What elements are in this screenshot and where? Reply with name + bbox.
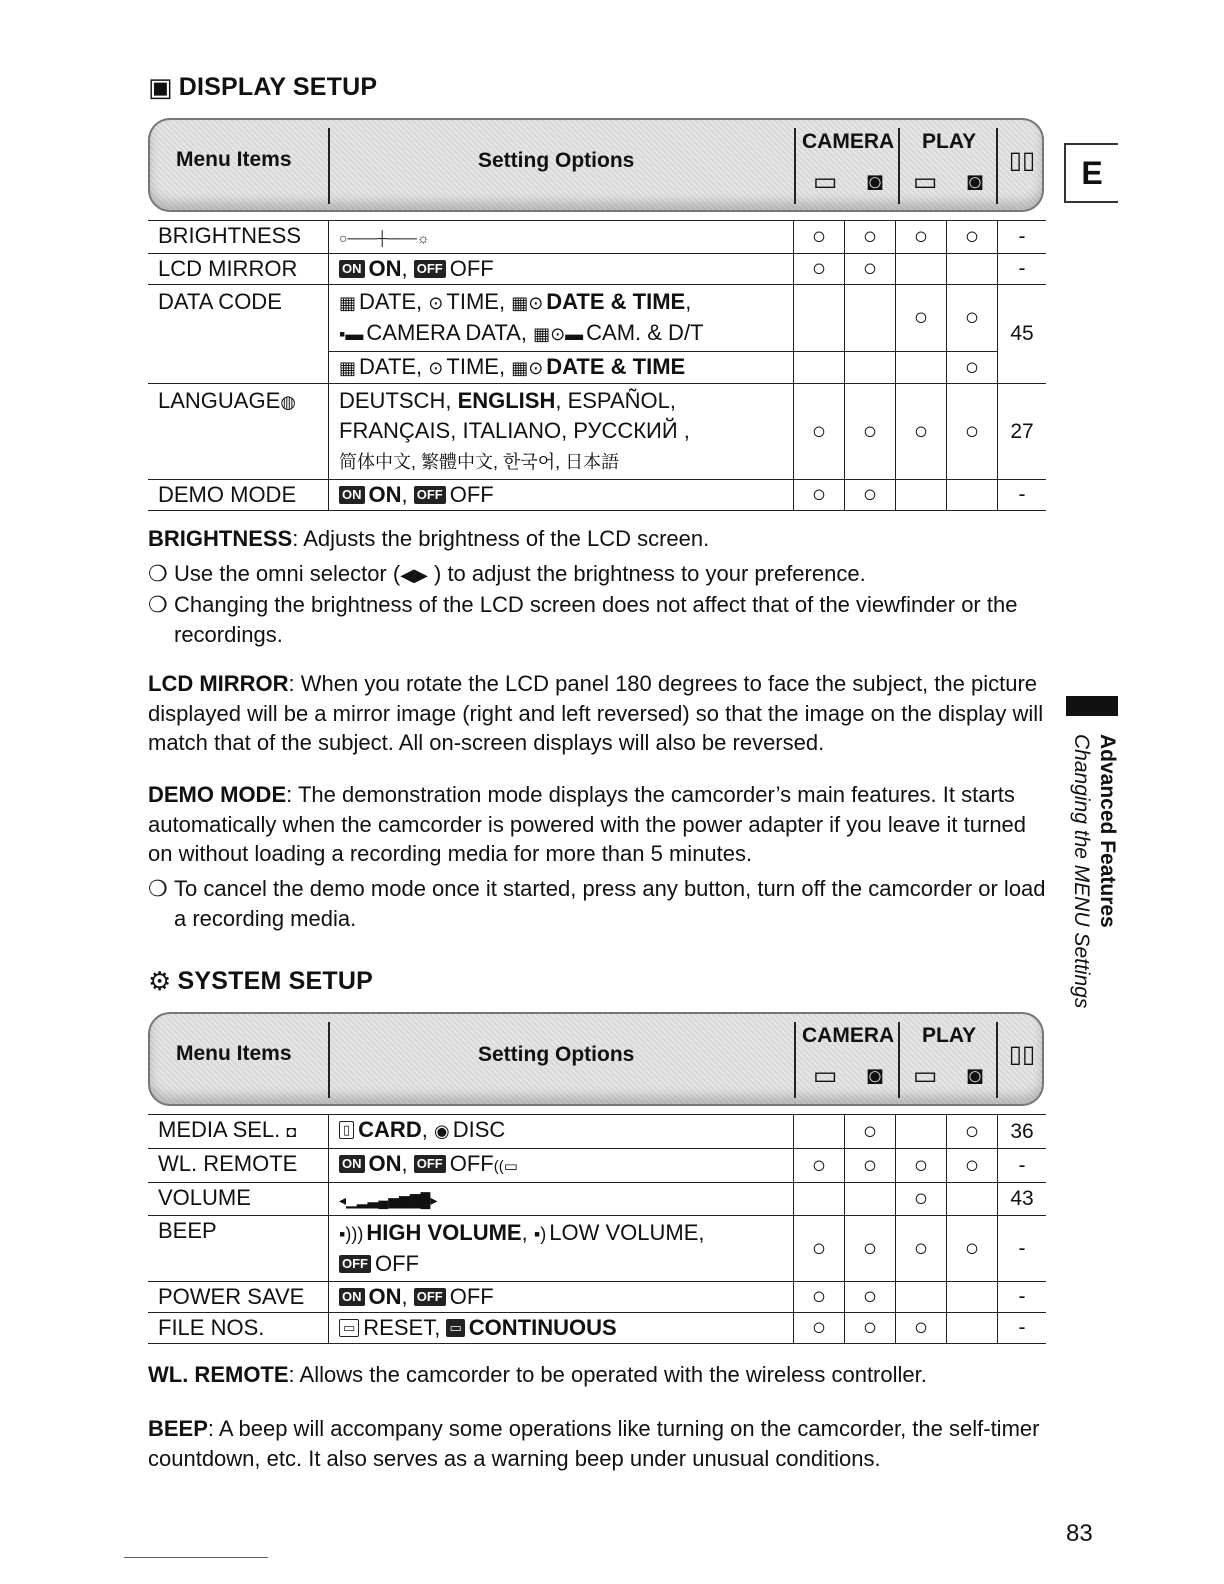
calendar-icon: ▦ xyxy=(339,358,357,378)
system-setup-table xyxy=(148,1012,1044,1344)
display-setup-icon: ▣ xyxy=(148,72,173,102)
separator: , xyxy=(401,1284,408,1309)
mark-cell xyxy=(947,254,998,285)
mark-cell: ○ xyxy=(845,1115,896,1149)
separator: , xyxy=(401,1151,408,1176)
brightness-slider-icon: ○───┼───☼ xyxy=(339,230,430,246)
row-item: FILE NOS. xyxy=(148,1313,329,1344)
option-date-time: DATE & TIME xyxy=(546,354,686,379)
option-off: OFF xyxy=(449,1151,494,1176)
table-row xyxy=(148,285,1046,352)
header-setting-options: Setting Options xyxy=(478,1043,635,1066)
mark-cell: ○ xyxy=(947,1115,998,1149)
mark-cell xyxy=(794,285,845,352)
mark-cell: ○ xyxy=(845,480,896,511)
table-row xyxy=(148,480,1046,511)
on-icon: ON xyxy=(339,1155,365,1173)
option-time: TIME, xyxy=(446,289,506,314)
calendar-icon: ▦ xyxy=(339,293,357,313)
mark-cell: ○ xyxy=(896,1313,947,1344)
row-item: WL. REMOTE xyxy=(148,1149,329,1183)
mark-cell xyxy=(794,352,845,384)
mark-cell: ○ xyxy=(845,221,896,254)
wl-remote-paragraph xyxy=(148,1360,1048,1390)
ref-cell: - xyxy=(998,1282,1047,1313)
lang-espanol: , ESPAÑOL, xyxy=(555,388,676,413)
mark-cell: ○ xyxy=(947,384,998,480)
ref-cell: 27 xyxy=(998,384,1047,480)
photo-mode-icon: ◙ xyxy=(967,1060,983,1090)
camera-data-icon: ▪▬ xyxy=(339,324,364,344)
option-on: ON xyxy=(368,482,402,507)
photo-mode-icon: ◙ xyxy=(867,1060,883,1090)
cam-dt-icon: ▦⊙▬ xyxy=(533,324,584,344)
language-tab: E xyxy=(1064,143,1118,203)
row-item: VOLUME xyxy=(148,1183,329,1216)
table-row xyxy=(148,1149,1046,1183)
ref-cell: - xyxy=(998,1313,1047,1344)
left-right-arrows-icon: ◀▶ xyxy=(400,565,428,585)
option-date-time: DATE & TIME xyxy=(546,289,686,314)
option-off: OFF xyxy=(375,1251,419,1276)
mark-cell xyxy=(845,1183,896,1216)
row-item xyxy=(148,384,329,480)
separator: , xyxy=(401,256,408,281)
mark-cell xyxy=(845,352,896,384)
mark-cell: ○ xyxy=(845,1282,896,1313)
section-marker xyxy=(1066,696,1118,716)
clock-icon: ⊙ xyxy=(428,358,444,378)
system-setup-title: SYSTEM SETUP xyxy=(177,967,374,995)
lang-deutsch: DEUTSCH, xyxy=(339,388,458,413)
mark-cell xyxy=(896,1282,947,1313)
separator: , xyxy=(401,482,408,507)
header-camera: CAMERA xyxy=(802,1024,895,1047)
remote-off-icon: ((▭ xyxy=(493,1158,518,1175)
off-icon: OFF xyxy=(414,486,446,504)
reset-icon: ▭ xyxy=(339,1319,359,1337)
ref-cell: - xyxy=(998,1149,1047,1183)
continuous-icon: ▭ xyxy=(446,1319,464,1337)
option-date: DATE, xyxy=(359,289,423,314)
term: BRIGHTNESS xyxy=(148,526,293,551)
ref-cell: - xyxy=(998,1216,1047,1282)
ref-cell: 43 xyxy=(998,1183,1047,1216)
book-reference-icon: ▯▯ xyxy=(1008,147,1036,174)
option-on: ON xyxy=(368,1284,402,1309)
option-time: TIME, xyxy=(446,354,506,379)
movie-mode-icon: ▭ xyxy=(912,166,938,196)
bullet-item xyxy=(148,590,1048,650)
ref-cell: - xyxy=(998,221,1047,254)
display-setup-title: DISPLAY SETUP xyxy=(178,73,378,101)
mark-cell: ○ xyxy=(794,480,845,511)
high-volume-icon: ▪))) xyxy=(339,1224,364,1244)
system-setup-icon: ⚙ xyxy=(148,966,172,996)
mark-cell: ○ xyxy=(947,1149,998,1183)
display-setup-heading xyxy=(148,72,377,103)
movie-mode-icon: ▭ xyxy=(912,1060,938,1090)
display-setup-table xyxy=(148,118,1044,511)
definition: : When you rotate the LCD panel 180 degrees to face the subject, the picture displayed will be a mirror image (right and left reversed) so that the image on the display will match that of the subject. All on-screen displays will also be reversed. xyxy=(148,671,1044,755)
book-reference-icon: ▯▯ xyxy=(1008,1041,1036,1068)
row-item xyxy=(148,1115,329,1149)
lang-line3: 简体中文, 繁體中文, 한국어, 日本語 xyxy=(339,452,620,472)
mark-cell: ○ xyxy=(845,254,896,285)
lang-line2: FRANÇAIS, ITALIANO, РУССКИЙ , xyxy=(339,418,690,443)
ref-cell: - xyxy=(998,480,1047,511)
mark-cell xyxy=(896,480,947,511)
option-card: CARD xyxy=(358,1117,422,1142)
mark-cell: ○ xyxy=(896,221,947,254)
row-item: DATA CODE xyxy=(148,285,329,384)
header-play: PLAY xyxy=(922,1024,977,1047)
definition: : Adjusts the brightness of the LCD screen. xyxy=(292,526,710,551)
card-icon: ▯ xyxy=(339,1121,354,1139)
mark-cell xyxy=(947,1282,998,1313)
section-title: Advanced Features xyxy=(1096,734,1119,928)
definition: : The demonstration mode displays the camcorder’s main features. It starts automatically when the camcorder is powered with the power adapter if you leave it turned on without loading a recording media for more than 5 minutes. xyxy=(148,782,1027,866)
beep-paragraph xyxy=(148,1414,1048,1473)
lcd-mirror-paragraph xyxy=(148,669,1048,758)
on-icon: ON xyxy=(339,1288,365,1306)
lang-english: ENGLISH xyxy=(457,388,556,413)
mark-cell: ○ xyxy=(845,1216,896,1282)
option-on: ON xyxy=(368,1151,402,1176)
header-menu-items: Menu Items xyxy=(176,1042,292,1065)
language-label: LANGUAGE xyxy=(158,388,281,413)
mark-cell: ○ xyxy=(896,1183,947,1216)
bullet-text: ) to adjust the brightness to your preference. xyxy=(427,561,866,586)
table-row xyxy=(148,254,1046,285)
on-icon: ON xyxy=(339,486,365,504)
mark-cell: ○ xyxy=(794,1282,845,1313)
option-high-volume: HIGH VOLUME xyxy=(366,1220,522,1245)
mark-cell xyxy=(794,1183,845,1216)
separator: , xyxy=(685,289,692,314)
brightness-paragraph xyxy=(148,524,1048,554)
table-header xyxy=(148,118,1044,212)
mark-cell: ○ xyxy=(794,254,845,285)
mark-cell: ○ xyxy=(947,221,998,254)
term: LCD MIRROR xyxy=(148,671,289,696)
volume-scale-icon: ◂▁▂▃▄▅▆▇█▸ xyxy=(339,1192,438,1208)
mark-cell xyxy=(896,1115,947,1149)
side-section-label xyxy=(1060,734,1120,1024)
off-icon: OFF xyxy=(414,1155,446,1173)
mark-cell: ○ xyxy=(794,1216,845,1282)
photo-mode-icon: ◙ xyxy=(967,166,983,196)
row-item: LCD MIRROR xyxy=(148,254,329,285)
table-row xyxy=(148,1183,1046,1216)
table-row xyxy=(148,221,1046,254)
mark-cell: ○ xyxy=(896,1149,947,1183)
movie-mode-icon: ▭ xyxy=(812,166,838,196)
bullet-circle-icon: ❍ xyxy=(148,592,168,617)
mark-cell: ○ xyxy=(947,1216,998,1282)
option-on: ON xyxy=(368,256,402,281)
camera-icon: ◘ xyxy=(286,1124,297,1141)
mark-cell xyxy=(794,1115,845,1149)
mark-cell: ○ xyxy=(896,1216,947,1282)
definition: : A beep will accompany some operations like turning on the camcorder, the self-timer countdown, etc. It also serves as a warning beep under unusual conditions. xyxy=(148,1416,1040,1471)
mark-cell: ○ xyxy=(947,352,998,384)
bullet-text: Use the omni selector ( xyxy=(174,561,401,586)
separator: , xyxy=(521,1220,528,1245)
mark-cell: ○ xyxy=(794,384,845,480)
clock-icon: ⊙ xyxy=(428,293,444,313)
calendar-clock-icon: ▦⊙ xyxy=(511,293,544,313)
table-row xyxy=(148,1282,1046,1313)
mark-cell: ○ xyxy=(845,1149,896,1183)
mark-cell: ○ xyxy=(794,221,845,254)
mark-cell: ○ xyxy=(947,285,998,352)
row-item: BEEP xyxy=(148,1216,329,1282)
option-low-volume: LOW VOLUME, xyxy=(549,1220,705,1245)
mark-cell xyxy=(845,285,896,352)
off-icon: OFF xyxy=(339,1255,371,1273)
table-row xyxy=(148,1313,1046,1344)
mark-cell: ○ xyxy=(896,285,947,352)
bullet-text: Changing the brightness of the LCD screen does not affect that of the viewfinder or the recordings. xyxy=(174,592,1018,647)
bullet-circle-icon: ❍ xyxy=(148,561,168,586)
mark-cell: ○ xyxy=(794,1313,845,1344)
ref-cell: 36 xyxy=(998,1115,1047,1149)
media-sel-label: MEDIA SEL. xyxy=(158,1117,281,1142)
option-reset: RESET, xyxy=(363,1315,441,1340)
bullet-item xyxy=(148,874,1048,934)
low-volume-icon: ▪) xyxy=(533,1224,547,1244)
footer-line xyxy=(124,1557,268,1558)
mark-cell xyxy=(947,1183,998,1216)
option-off: OFF xyxy=(449,1284,494,1309)
bullet-item xyxy=(148,559,1048,590)
header-camera: CAMERA xyxy=(802,130,895,153)
term: BEEP xyxy=(148,1416,208,1441)
system-setup-heading xyxy=(148,966,373,997)
mark-cell: ○ xyxy=(794,1149,845,1183)
mark-cell: ○ xyxy=(845,1313,896,1344)
ref-cell: - xyxy=(998,254,1047,285)
on-icon: ON xyxy=(339,260,365,278)
mark-cell xyxy=(947,1313,998,1344)
mark-cell: ○ xyxy=(845,384,896,480)
movie-mode-icon: ▭ xyxy=(812,1060,838,1090)
row-item: POWER SAVE xyxy=(148,1282,329,1313)
disc-icon: ◉ xyxy=(433,1121,450,1141)
table-row xyxy=(148,1115,1046,1149)
page-number: 83 xyxy=(1066,1520,1093,1547)
option-off: OFF xyxy=(449,256,494,281)
term: WL. REMOTE xyxy=(148,1362,289,1387)
option-cam-dt: CAM. & D/T xyxy=(586,320,704,345)
option-disc: DISC xyxy=(452,1117,506,1142)
option-continuous: CONTINUOUS xyxy=(468,1315,617,1340)
demo-mode-paragraph xyxy=(148,780,1048,869)
option-camera-data: CAMERA DATA, xyxy=(366,320,527,345)
term: DEMO MODE xyxy=(148,782,287,807)
row-item: DEMO MODE xyxy=(148,480,329,511)
ref-cell: 45 xyxy=(998,285,1047,384)
header-play: PLAY xyxy=(922,130,977,153)
table-header xyxy=(148,1012,1044,1106)
row-item: BRIGHTNESS xyxy=(148,221,329,254)
calendar-clock-icon: ▦⊙ xyxy=(511,358,544,378)
table-row xyxy=(148,1216,1046,1282)
bullet-circle-icon: ❍ xyxy=(148,876,168,901)
option-off: OFF xyxy=(449,482,494,507)
table-row xyxy=(148,384,1046,480)
off-icon: OFF xyxy=(414,1288,446,1306)
option-date: DATE, xyxy=(359,354,423,379)
mark-cell: ○ xyxy=(896,384,947,480)
speech-bubble-icon: ◍ xyxy=(280,392,296,412)
header-setting-options: Setting Options xyxy=(478,149,635,172)
separator: , xyxy=(421,1117,428,1142)
mark-cell xyxy=(896,254,947,285)
bullet-text: To cancel the demo mode once it started, press any button, turn off the camcorder or load a recording media. xyxy=(174,876,1046,931)
header-menu-items: Menu Items xyxy=(176,148,292,171)
off-icon: OFF xyxy=(414,260,446,278)
photo-mode-icon: ◙ xyxy=(867,166,883,196)
definition: : Allows the camcorder to be operated with the wireless controller. xyxy=(288,1362,927,1387)
mark-cell xyxy=(896,352,947,384)
subsection-title: Changing the MENU Settings xyxy=(1070,734,1093,1009)
mark-cell xyxy=(947,480,998,511)
